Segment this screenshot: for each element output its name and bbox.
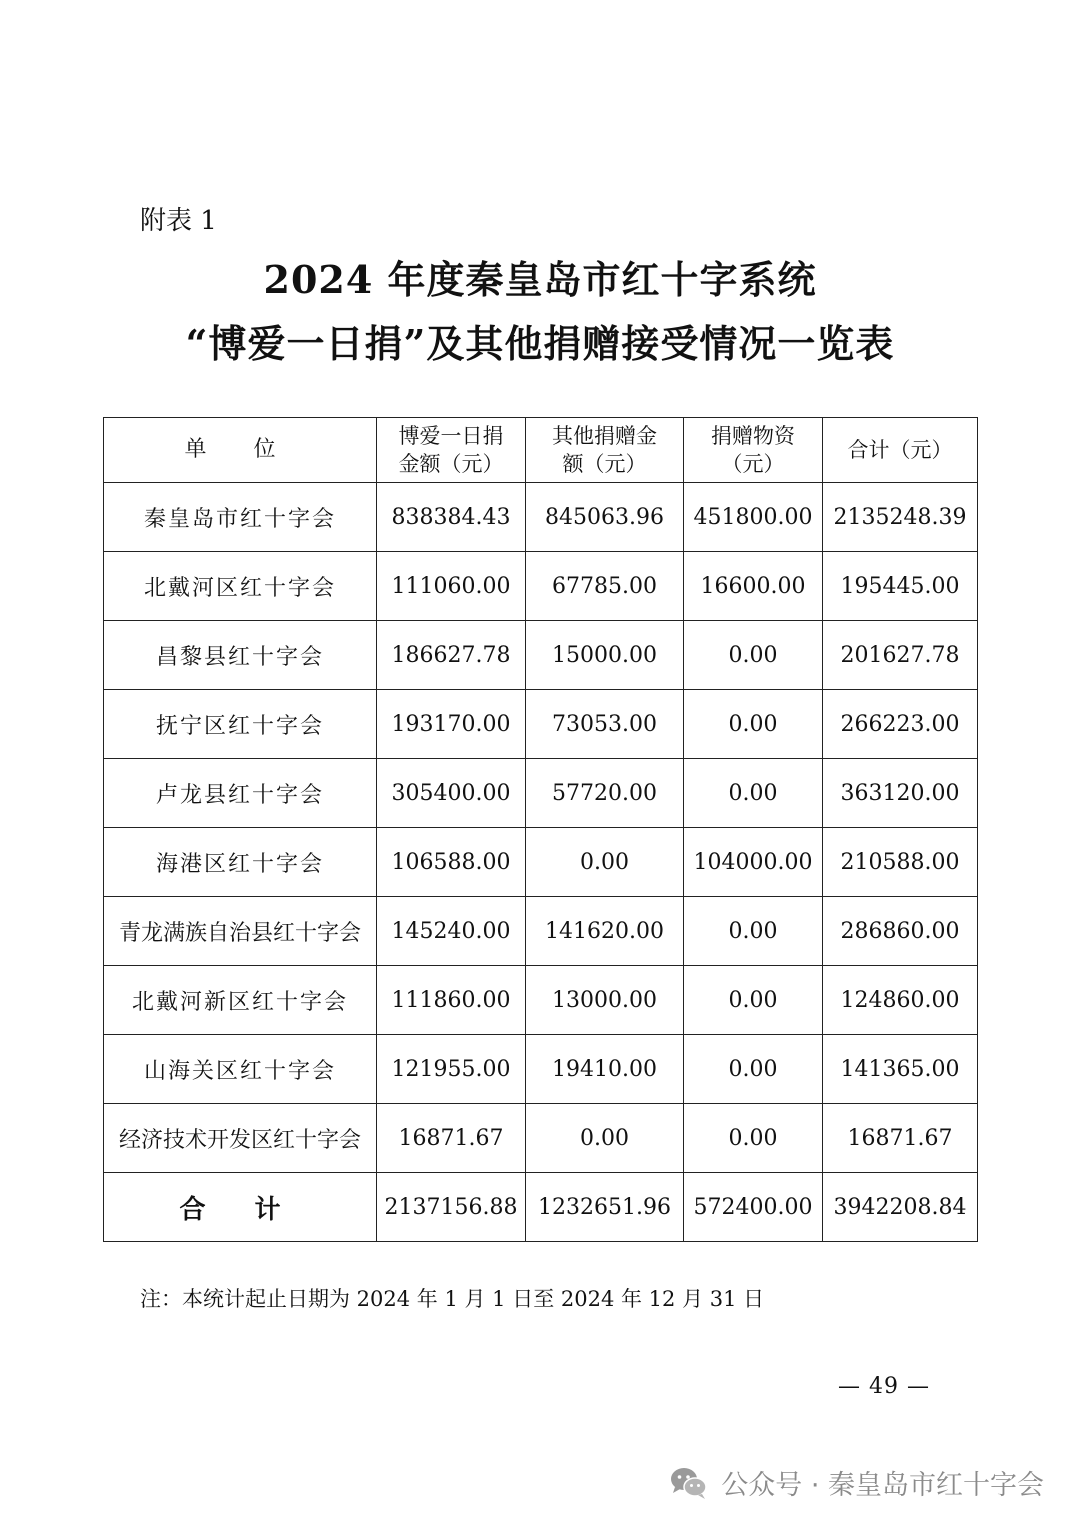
cell-goods: 16600.00	[684, 552, 823, 621]
header-other-amount	[526, 418, 684, 483]
document-title-line2: “博爱一日捐”及其他捐赠接受情况一览表	[185, 321, 895, 366]
table-header-row	[104, 418, 978, 483]
wechat-icon	[669, 1466, 709, 1500]
table-row	[104, 1035, 978, 1104]
header-unit: 单 位	[104, 418, 377, 483]
cell-total: 266223.00	[823, 690, 978, 759]
cell-goods: 0.00	[684, 759, 823, 828]
cell-goods: 0.00	[684, 1104, 823, 1173]
header-total: 合计（元）	[823, 418, 978, 483]
cell-boai: 106588.00	[377, 828, 526, 897]
header-boai-line2: 金额（元）	[398, 452, 504, 476]
cell-goods: 0.00	[684, 621, 823, 690]
cell-other: 73053.00	[526, 690, 684, 759]
cell-boai: 193170.00	[377, 690, 526, 759]
watermark	[669, 1463, 1044, 1502]
header-boai-amount	[377, 418, 526, 483]
cell-other: 57720.00	[526, 759, 684, 828]
table-row	[104, 690, 978, 759]
table-row	[104, 621, 978, 690]
cell-total: 195445.00	[823, 552, 978, 621]
cell-goods: 0.00	[684, 966, 823, 1035]
table-total-row	[104, 1173, 978, 1242]
cell-total: 210588.00	[823, 828, 978, 897]
page-number: — 49 —	[838, 1374, 930, 1399]
cell-boai: 186627.78	[377, 621, 526, 690]
header-goods-line1: 捐赠物资	[711, 424, 795, 448]
cell-boai: 111060.00	[377, 552, 526, 621]
header-goods-amount	[684, 418, 823, 483]
cell-total: 201627.78	[823, 621, 978, 690]
cell-other: 67785.00	[526, 552, 684, 621]
cell-total: 124860.00	[823, 966, 978, 1035]
watermark-text: 公众号 · 秦皇岛市红十字会	[721, 1470, 1044, 1501]
cell-unit: 北戴河区红十字会	[104, 552, 377, 621]
header-other-line2: 额（元）	[562, 452, 647, 476]
cell-unit: 昌黎县红十字会	[104, 621, 377, 690]
total-total: 3942208.84	[823, 1173, 978, 1242]
cell-boai: 16871.67	[377, 1104, 526, 1173]
appendix-label: 附表 1	[140, 206, 217, 236]
table-row	[104, 483, 978, 552]
cell-total: 2135248.39	[823, 483, 978, 552]
cell-other: 141620.00	[526, 897, 684, 966]
total-label: 合 计	[104, 1173, 377, 1242]
cell-total: 286860.00	[823, 897, 978, 966]
table-row	[104, 759, 978, 828]
table-row	[104, 828, 978, 897]
table-row	[104, 1104, 978, 1173]
table-row	[104, 966, 978, 1035]
cell-boai: 305400.00	[377, 759, 526, 828]
cell-goods: 104000.00	[684, 828, 823, 897]
cell-boai: 111860.00	[377, 966, 526, 1035]
cell-goods: 0.00	[684, 690, 823, 759]
footnote: 注：本统计起止日期为 2024 年 1 月 1 日至 2024 年 12 月 31 日	[140, 1287, 765, 1311]
cell-unit: 卢龙县红十字会	[104, 759, 377, 828]
cell-other: 19410.00	[526, 1035, 684, 1104]
donations-table	[103, 417, 978, 1242]
cell-unit: 秦皇岛市红十字会	[104, 483, 377, 552]
cell-other: 0.00	[526, 828, 684, 897]
header-goods-line2: （元）	[721, 452, 785, 476]
cell-boai: 838384.43	[377, 483, 526, 552]
cell-unit: 抚宁区红十字会	[104, 690, 377, 759]
document-title-line1: 2024 年度秦皇岛市红十字系统	[263, 257, 817, 302]
cell-total: 141365.00	[823, 1035, 978, 1104]
total-boai: 2137156.88	[377, 1173, 526, 1242]
cell-other: 15000.00	[526, 621, 684, 690]
table-row	[104, 897, 978, 966]
total-goods: 572400.00	[684, 1173, 823, 1242]
cell-goods: 0.00	[684, 897, 823, 966]
cell-goods: 0.00	[684, 1035, 823, 1104]
cell-total: 16871.67	[823, 1104, 978, 1173]
header-boai-line1: 博爱一日捐	[398, 424, 504, 448]
cell-other: 845063.96	[526, 483, 684, 552]
cell-unit: 经济技术开发区红十字会	[104, 1104, 377, 1173]
cell-boai: 145240.00	[377, 897, 526, 966]
cell-goods: 451800.00	[684, 483, 823, 552]
cell-unit: 山海关区红十字会	[104, 1035, 377, 1104]
cell-other: 0.00	[526, 1104, 684, 1173]
total-other: 1232651.96	[526, 1173, 684, 1242]
cell-unit: 北戴河新区红十字会	[104, 966, 377, 1035]
header-other-line1: 其他捐赠金	[552, 424, 657, 448]
cell-unit: 青龙满族自治县红十字会	[104, 897, 377, 966]
cell-unit: 海港区红十字会	[104, 828, 377, 897]
table-row	[104, 552, 978, 621]
cell-boai: 121955.00	[377, 1035, 526, 1104]
cell-other: 13000.00	[526, 966, 684, 1035]
cell-total: 363120.00	[823, 759, 978, 828]
